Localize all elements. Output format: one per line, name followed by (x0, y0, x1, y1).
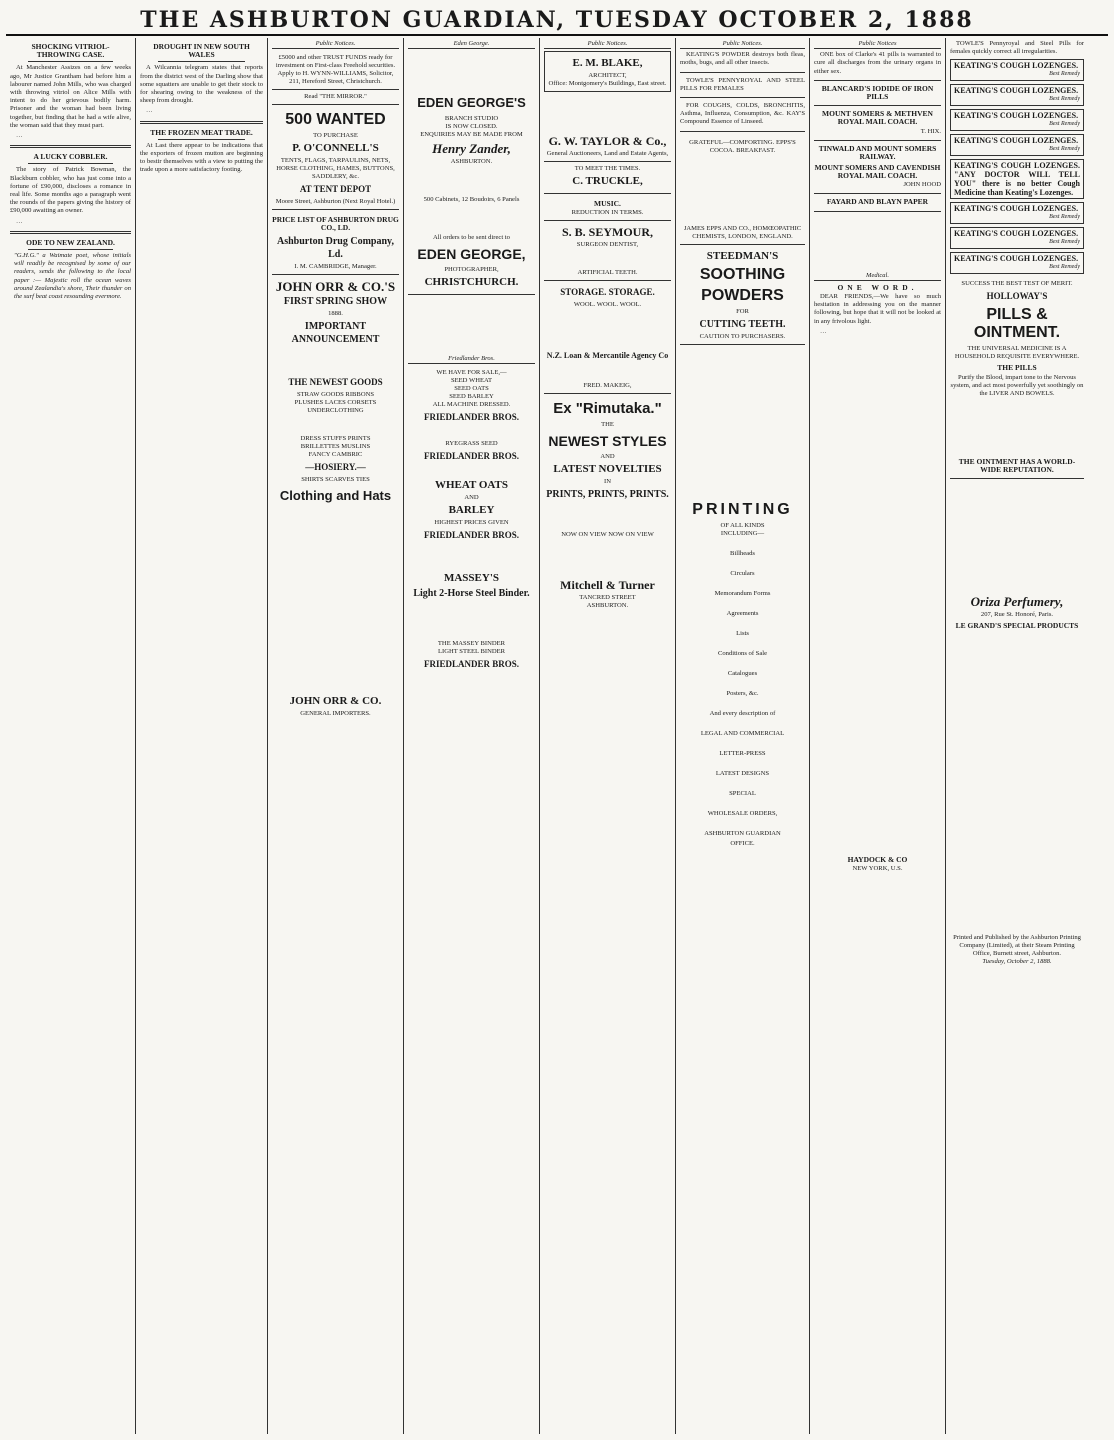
ad-oriza (950, 589, 1084, 634)
article-heading-cobbler: A LUCKY COBBLER. (33, 152, 108, 162)
ad-mirror: Read "THE MIRROR." (272, 90, 399, 105)
ad-brand: EDEN GEORGE, (417, 246, 526, 263)
ad-line: DRESS STUFFS PRINTS (300, 434, 371, 442)
article-body-filler: … (146, 107, 153, 115)
ad-steedman (680, 245, 805, 345)
column-heading: Friedlander Bros. (408, 355, 535, 364)
ad-line: CAUTION TO PURCHASERS. (699, 332, 786, 340)
ad-john-orr (272, 275, 399, 721)
ad-headline: 500 WANTED (285, 111, 386, 129)
ad-towle: TOWLE'S Pennyroyal and Steel Pills for females quickly correct all irregularities. (950, 40, 1084, 56)
ad-line: THE (601, 421, 614, 429)
ad-holloway (950, 277, 1084, 479)
ad-brand: Ashburton Drug Company, Ld. (277, 235, 394, 260)
ad-line: THE PILLS (997, 363, 1037, 373)
article-body-vitriol: At Manchester Assizes on a few weeks ago, Mr Justice Grantham had before him a labourer named John Mills, who was charged with throwing vitriol on Alice Mills with intent to do her grievous bodily harm. Prisoner and the woman had been living together, but finding that he had a wife alive, the woman said that they must part. (10, 64, 131, 129)
ad-brand: Oriza Perfumery, (970, 594, 1064, 610)
article-body-drought: A Wilcannia telegram states that reports from the district west of the Darling show that some squatters are unable to get their stock to for shearing owing to the weakness of the sheep from drought. (140, 64, 263, 105)
ad-line: BRILLETTES MUSLINS (300, 442, 371, 450)
ad-eden-george (408, 51, 535, 295)
ad-line: LEGAL AND COMMERCIAL (700, 729, 785, 737)
ad-signature: NEW YORK, U.S. (852, 865, 903, 873)
ad-brand: FRIEDLANDER BROS. (423, 412, 519, 423)
ad-line: KEATING'S COUGH LOZENGES. (954, 229, 1079, 239)
divider (10, 145, 131, 148)
ad-line: Best Remedy (1049, 146, 1080, 153)
divider (28, 163, 113, 164)
ad-keating-lozenge (950, 159, 1084, 199)
ad-brand: PILLS & OINTMENT. (973, 306, 1061, 342)
ad-line: POWDERS (701, 286, 784, 304)
ad-line: GENERAL IMPORTERS. (300, 709, 371, 717)
ad-line: JAMES EPPS AND CO., HOMŒOPATHIC CHEMISTS, LONDON, ENGLAND. (683, 224, 802, 240)
ad-line: Lists (736, 629, 749, 637)
ad-line: Best Remedy (1049, 71, 1080, 78)
column-2 (136, 38, 268, 1434)
ad-line: KEATING'S COUGH LOZENGES. (954, 111, 1079, 121)
ad-line: PHOTOGRAPHER, (444, 266, 499, 274)
ad-line: TENTS, FLAGS, TARPAULINS, NETS, HORSE CLOTHING, HAMES, BUTTONS, SADDLERY, &c. (276, 157, 395, 181)
ad-line: KEATING'S COUGH LOZENGES. (954, 136, 1079, 146)
ad-brand: C. TRUCKLE, (572, 175, 643, 188)
masthead (6, 6, 1108, 36)
ad-line: LATEST DESIGNS (715, 769, 770, 777)
ad-keating-lozenge (950, 252, 1084, 274)
column-7 (810, 38, 946, 1434)
ad-line: SEED BARLEY (449, 393, 494, 401)
ad-line: WHOLESALE ORDERS, (707, 809, 778, 817)
ad-line: General Auctioneers, Land and Estate Agents, (546, 150, 669, 158)
column-8 (946, 38, 1088, 1434)
column-heading: Public Notices. (544, 40, 671, 49)
ad-line: Best Remedy (1049, 214, 1080, 221)
ad-line: All orders to be sent direct to (433, 234, 510, 242)
ad-truckle (544, 162, 671, 194)
divider (10, 231, 131, 234)
column-heading: Eden George. (408, 40, 535, 49)
ad-epps (680, 136, 805, 245)
article-body-cobbler: The story of Patrick Bowman, the Blackburn cobbler, who has just come into a fortune of £90,000, discloses a romance in real life. Some months ago a paragraph went the rounds of the papers giving the history of £90,000 awaiting an owner. (10, 166, 131, 215)
divider (140, 121, 263, 124)
column-heading: Medical. (814, 272, 941, 281)
ad-line: LATEST NOVELTIES (553, 463, 662, 476)
ad-line: KEATING'S COUGH LOZENGES. (954, 86, 1079, 96)
article-body-one-word: DEAR FRIENDS,—We have so much hesitation in addressing you on the manner following, but hope that it will not be looked at in any frivolous light. (814, 293, 941, 325)
article-body-frozen-meat: At Last there appear to be indications that the exporters of frozen mutton are beginning to bestir themselves with a view to putting the trade upon a more satisfactory footing. (140, 141, 263, 174)
ad-brand: FRIEDLANDER BROS. (423, 451, 519, 462)
article-heading-ode: ODE TO NEW ZEALAND. (26, 237, 115, 247)
poem-body: "G.H.G." a Waimate poet, whose initials will readily be recognised by some of our readers, sends the following to the local paper :— Majestic roll the ocean waves around Zealandia's shore, Their thunder on the surf beat coast resounding evermore. (14, 252, 131, 301)
ad-brand: FRIEDLANDER BROS. (423, 530, 519, 541)
divider (814, 80, 941, 81)
ad-line: HOLLOWAY'S (986, 291, 1048, 302)
ad-headline: PRICE LIST OF ASHBURTON DRUG CO., LD. (272, 215, 399, 233)
ad-line: Conditions of Sale (717, 649, 768, 657)
ad-line: Agreements (726, 609, 759, 617)
ad-line: Best Remedy (1049, 121, 1080, 128)
ad-line: RYEGRASS SEED (445, 440, 498, 448)
ad-line: CHRISTCHURCH. (424, 276, 519, 289)
ad-brand: STEEDMAN'S (706, 249, 779, 262)
ad-brand: P. O'CONNELL'S (292, 142, 379, 155)
ad-headline: STORAGE. STORAGE. (560, 287, 655, 298)
column-5 (540, 38, 676, 1434)
ad-printing (680, 495, 805, 853)
ad-line: Henry Zander, (432, 141, 511, 157)
ad-line: BRANCH STUDIO (444, 115, 499, 123)
ad-line: WHEAT OATS (434, 479, 509, 492)
ad-keating-lozenge (950, 59, 1084, 81)
column-1 (6, 38, 136, 1434)
ad-music (544, 194, 671, 221)
ad-railway: TINWALD AND MOUNT SOMERS RAILWAY. (818, 143, 937, 161)
divider (680, 72, 805, 73)
ad-line: FRED. MAKEIG, (583, 382, 632, 390)
article-body-filler: … (16, 217, 23, 225)
column-6 (676, 38, 810, 1434)
ad-line: LIGHT STEEL BINDER (437, 648, 506, 656)
ad-line: ASHBURTON. (586, 602, 629, 610)
ad-brand: JOHN ORR & CO.'S (275, 278, 396, 294)
ad-headline: Ex "Rimutaka." (553, 400, 662, 418)
ad-brand: E. M. BLAKE, (572, 57, 643, 70)
ad-coach: MOUNT SOMERS AND CAVENDISH ROYAL MAIL COACH. (814, 163, 941, 181)
ad-fayard: FAYARD AND BLAYN PAPER (826, 197, 929, 207)
ad-mitchell-turner (544, 394, 671, 613)
ad-line: Clothing and Hats (279, 487, 392, 503)
ad-towle: TOWLE'S PENNYROYAL AND STEEL PILLS FOR FEMALES (680, 76, 805, 92)
ad-line: PRINTS, PRINTS, PRINTS. (546, 489, 669, 501)
ad-line: SEED WHEAT (450, 377, 493, 385)
ad-address: Moore Street, Ashburton (Next Royal Hotel.) (275, 198, 396, 206)
ad-drug-co (272, 210, 399, 274)
ad-keating-lozenge (950, 202, 1084, 224)
ad-signature: HAYDOCK & CO (847, 855, 908, 865)
divider (814, 193, 941, 194)
ad-line: Posters, &c. (726, 689, 759, 697)
ad-line: NOW ON VIEW NOW ON VIEW (561, 531, 654, 539)
article-body-filler: … (16, 132, 23, 140)
ad-keating-lozenge (950, 134, 1084, 156)
ad-line: PLUSHES LACES CORSETS (294, 398, 377, 406)
ad-taylor (544, 92, 671, 162)
ad-trust-funds: £5000 and other TRUST FUNDS ready for investment on First-class Freehold securities. Apply to H. WYNN-WILLIAMS, Solicitor, 211, Hereford Street, Christchurch. (272, 51, 399, 90)
ad-signature: T. HIX. (920, 127, 941, 135)
ad-line: OF ALL KINDS (720, 521, 765, 529)
ad-brand: JOHN ORR & CO. (289, 694, 382, 707)
ad-line: TO PURCHASE (313, 132, 358, 140)
divider (680, 97, 805, 98)
ad-line: TO MEET THE TIMES. (574, 165, 641, 173)
ad-line: REDUCTION IN TERMS. (571, 209, 644, 217)
ad-line: —HOSIERY.— (305, 461, 366, 472)
ad-line: TANCRED STREET (579, 594, 636, 602)
divider (680, 131, 805, 132)
ad-brand: S. B. SEYMOUR, (561, 225, 653, 240)
ad-line: Best Remedy (1049, 264, 1080, 271)
article-heading-frozen-meat: THE FROZEN MEAT TRADE. (150, 127, 253, 137)
ad-brand: G. W. TAYLOR & Co., (548, 134, 667, 149)
ad-keating-lozenge (950, 84, 1084, 106)
ad-line: 1888. (328, 309, 343, 317)
ad-line: UNDERCLOTHING (307, 406, 364, 414)
ad-line: ASHBURTON GUARDIAN (704, 829, 781, 837)
ad-line: THE NEWEST GOODS (288, 376, 383, 387)
ad-line: SPECIAL (729, 789, 756, 797)
ad-line: WE HAVE FOR SALE,— (436, 369, 507, 377)
column-heading: Public Notices (814, 40, 941, 49)
ad-line: LE GRAND'S SPECIAL PRODUCTS (955, 621, 1079, 631)
divider (158, 61, 244, 62)
ad-line: SUCCESS THE BEST TEST OF MERIT. (961, 280, 1073, 288)
column-heading: Public Notices. (272, 40, 399, 49)
ad-line: KEATING'S COUGH LOZENGES. "ANY DOCTOR WILL TELL YOU" there is no better Cough Medicine than Keating's Lozenges. (954, 161, 1080, 198)
ad-line: AT TENT DEPOT (299, 184, 372, 195)
ad-line: Office: Montgomery's Buildings, East street. (548, 80, 667, 88)
ad-line: KEATING'S COUGH LOZENGES. (954, 61, 1079, 71)
ad-line: KEATING'S COUGH LOZENGES. (954, 204, 1079, 214)
ad-clarke: ONE box of Clarke's 41 pills is warranted to cure all discharges from the urinary organs in either sex. (814, 51, 941, 75)
divider (28, 61, 113, 62)
ad-line: GRATEFUL—COMFORTING. EPPS'S COCOA. BREAKFAST. (689, 138, 796, 154)
ad-line: ENQUIRIES MAY BE MADE FROM (420, 131, 523, 139)
ad-brand: FRIEDLANDER BROS. (423, 659, 519, 670)
ad-coach: MOUNT SOMERS & METHVEN ROYAL MAIL COACH. (822, 109, 933, 127)
ad-line: HIGHEST PRICES GIVEN (434, 519, 509, 527)
ad-line: IMPORTANT ANNOUNCEMENT (291, 320, 380, 345)
ad-friedlander (408, 366, 535, 676)
ad-line: Light 2-Horse Steel Binder. (413, 588, 530, 600)
ad-line: WOOL. WOOL. WOOL. (573, 301, 642, 309)
ad-line: THE UNIVERSAL MEDICINE IS A HOUSEHOLD REQUISITE EVERYWHERE. (954, 345, 1080, 361)
ad-line: Best Remedy (1049, 96, 1080, 103)
ad-blake (544, 51, 671, 92)
ad-line: SEED OATS (454, 385, 489, 393)
ad-line: Memorandum Forms (714, 589, 771, 597)
ad-seymour (544, 221, 671, 281)
ad-line: FOR (736, 307, 749, 315)
ad-line: INCLUDING— (720, 529, 765, 537)
ad-line: THE OINTMENT HAS A WORLD-WIDE REPUTATION. (958, 456, 1076, 474)
ad-line: IN (604, 478, 611, 486)
ad-keating-powder: KEATING'S POWDER destroys both fleas, moths, bugs, and all other insects. (680, 51, 805, 67)
ad-line: Circulars (730, 569, 755, 577)
ad-line: 500 Cabinets, 12 Boudoirs, 6 Panels (423, 196, 520, 204)
ad-line: ARTIFICIAL TEETH. (577, 269, 638, 277)
ad-line: Purify the Blood, impart tone to the Nervous system, and act most powerfully yet soothingly on the LIVER AND BOWELS. (950, 373, 1084, 397)
ad-storage (544, 281, 671, 394)
ad-line: Catalogues (727, 669, 758, 677)
article-heading-one-word: ONE WORD. (837, 282, 918, 292)
divider (814, 140, 941, 141)
divider (28, 249, 113, 250)
article-heading-drought: DROUGHT IN NEW SOUTH WALES (153, 42, 250, 60)
columns (6, 38, 1108, 1434)
ad-keating-lozenge (950, 109, 1084, 131)
ad-keating-lozenge (950, 227, 1084, 249)
ad-line: CUTTING TEETH. (699, 318, 786, 330)
ad-line: 207, Rue St. Honoré, Paris. (980, 611, 1054, 619)
ad-line: KEATING'S COUGH LOZENGES. (954, 254, 1079, 264)
ad-blancard: BLANCARD'S IODIDE OF IRON PILLS (821, 83, 934, 102)
ad-line: SHIRTS SCARVES TIES (301, 475, 370, 483)
masthead-title: THE ASHBURTON GUARDIAN, TUESDAY OCTOBER 2, 1888 (140, 7, 974, 33)
ad-line: Billheads (730, 549, 755, 557)
article-body-filler: … (820, 327, 827, 335)
ad-headline: PRINTING (692, 500, 793, 518)
imprint-date: Tuesday, October 2, 1888. (982, 958, 1052, 966)
column-4 (404, 38, 540, 1434)
ad-line: SOOTHING (699, 265, 786, 283)
ad-oconnell (272, 105, 399, 210)
ad-line: IS NOW CLOSED. (445, 123, 498, 131)
column-heading: Public Notices. (680, 40, 805, 49)
ad-line: LETTER-PRESS (719, 749, 766, 757)
ad-brand: Mitchell & Turner (560, 578, 655, 593)
divider (814, 211, 941, 212)
ad-line: And every description of (709, 709, 776, 717)
ad-signature: JOHN HOOD (903, 181, 941, 189)
ad-line: NEWEST STYLES (548, 433, 667, 450)
divider (814, 105, 941, 106)
imprint: Printed and Published by the Ashburton Printing Company (Limited), at their Steam Printing Office, Burnett street, Ashburton. (953, 934, 1081, 958)
ad-line: SURGEON DENTIST, (576, 241, 639, 249)
ad-line: ASHBURTON. (450, 158, 493, 166)
ad-line: BARLEY (448, 504, 495, 517)
divider (158, 139, 244, 140)
ad-brand: N.Z. Loan & Mercantile Agency Co (546, 351, 669, 361)
article-heading-vitriol: SHOCKING VITRIOL-THROWING CASE. (31, 42, 110, 60)
ad-line: Best Remedy (1049, 239, 1080, 246)
ad-line: MASSEY'S (443, 572, 500, 585)
ad-line: AND (600, 453, 615, 461)
ad-line: ALL MACHINE DRESSED. (432, 401, 511, 409)
ad-line: FANCY CAMBRIC (308, 450, 363, 458)
ad-line: ARCHITECT, (588, 72, 627, 80)
ad-line: AND (464, 494, 479, 502)
ad-line: OFFICE. (730, 839, 755, 847)
ad-line: FIRST SPRING SHOW (283, 295, 388, 307)
ad-manager: I. M. CAMBRIDGE, Manager. (294, 262, 377, 270)
column-3 (268, 38, 404, 1434)
ad-headline: MUSIC. (594, 199, 621, 209)
ad-line: STRAW GOODS RIBBONS (296, 390, 375, 398)
ad-line: THE MASSEY BINDER (437, 640, 506, 648)
ad-brand: EDEN GEORGE'S (417, 95, 526, 111)
ad-kay: FOR COUGHS, COLDS, BRONCHITIS, Asthma, Influenza, Consumption, &c. KAY'S Compound Essence of Linseed. (680, 102, 805, 126)
